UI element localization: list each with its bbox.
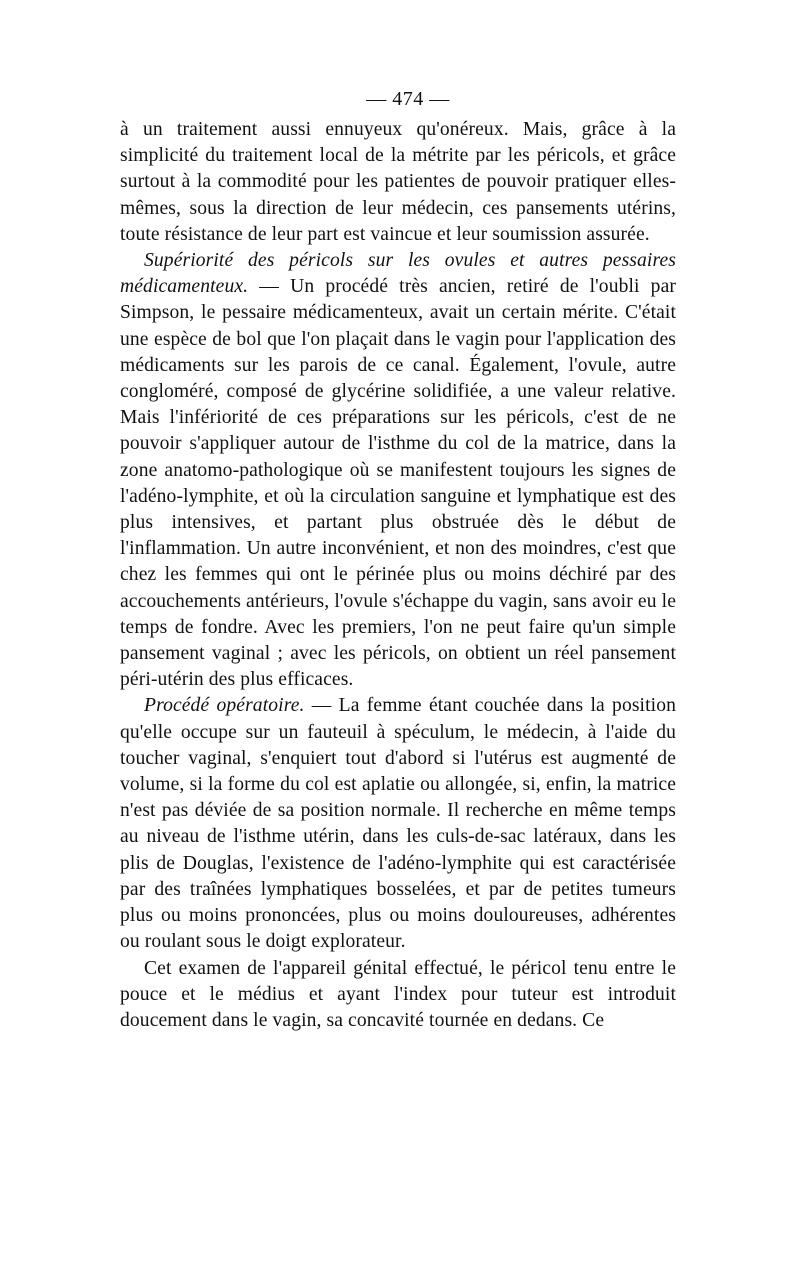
page-number: — 474 — <box>366 88 450 110</box>
paragraph-continuation: à un traitement aussi ennuyeux qu'onéreux. Mais, grâce à la simplicité du traitement local de la métrite par les péricols, et grâce surtout à la commodité pour les patientes de pouvoir pratiquer elles-mêmes, sous la direction de leur médecin, ces pansements utérins, toute résistance de leur part est vaincue et leur soumission assurée. <box>120 119 676 245</box>
section-heading-superiorite: Supériorité des péricols sur les ovules et autres pessaires médicamenteux. <box>120 250 676 298</box>
paragraph-procede <box>120 693 676 955</box>
paragraph-superiorite <box>120 248 676 693</box>
paragraph-superiorite-body: — Un procédé très ancien, retiré de l'oubli par Simpson, le pessaire médicamenteux, avait un certain mérite. C'était une espèce de bol que l'on plaçait dans le vagin pour l'application des médicaments sur les parois de ce canal. Également, l'ovule, autre congloméré, composé de glycérine solidifiée, a une valeur relative. Mais l'infériorité de ces préparations sur les péricols, c'est de ne pouvoir s'appliquer autour de l'isthme du col de la matrice, dans la zone anatomo-pathologique où se manifestent toujours les signes de l'adéno-lymphite, et où la circulation sanguine et lymphatique est des plus intensives, et partant plus obstruée dès le début de l'inflammation. Un autre inconvénient, et non des moindres, c'est que chez les femmes qui ont le périnée plus ou moins déchiré par des accouchements antérieurs, l'ovule s'échappe du vagin, sans avoir eu le temps de fondre. Avec les premiers, l'on ne peut faire qu'un simple pansement vaginal ; avec les péricols, on obtient un réel pansement péri-utérin des plus efficaces. <box>120 276 676 691</box>
section-heading-procede: Procédé opératoire. <box>144 695 305 717</box>
paragraph-procede-body: — La femme étant couchée dans la position qu'elle occupe sur un fauteuil à spéculum, le médecin, à l'aide du toucher vaginal, s'enquiert tout d'abord si l'utérus est augmenté de volume, si la forme du col est aplatie ou allongée, si, enfin, la matrice n'est pas déviée de sa position normale. Il recherche en même temps au niveau de l'isthme utérin, dans les culs-de-sac latéraux, dans les plis de Douglas, l'existence de l'adéno-lymphite qui est caractérisée par des traînées lymphatiques bosselées, et par de petites tumeurs plus ou moins prononcées, plus ou moins douloureuses, adhérentes ou roulant sous le doigt explorateur. <box>120 695 676 953</box>
paragraph-examen: Cet examen de l'appareil génital effectué, le péricol tenu entre le pouce et le médius et ayant l'index pour tuteur est introduit doucement dans le vagin, sa concavité tournée en dedans. Ce <box>120 957 676 1031</box>
book-page <box>120 86 676 1034</box>
